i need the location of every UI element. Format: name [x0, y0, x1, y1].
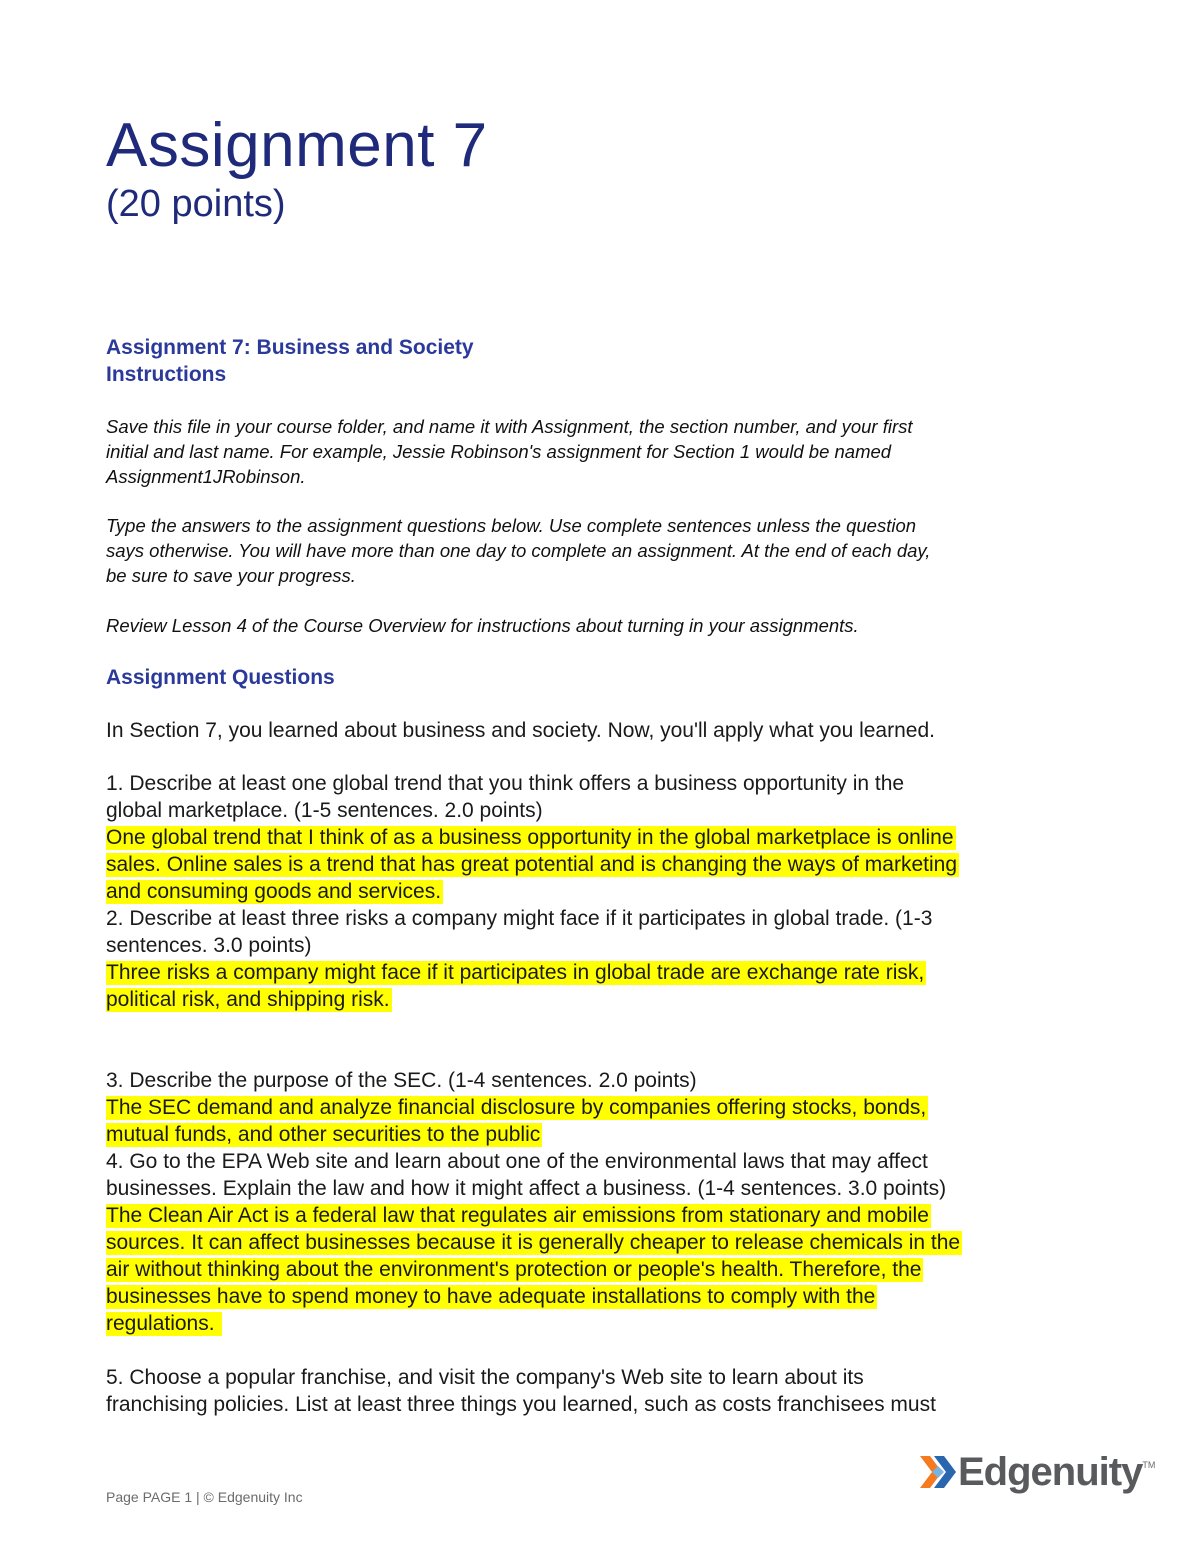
instructions-heading: Instructions: [106, 363, 227, 386]
assignment-heading: Assignment 7: Business and Society: [106, 336, 474, 359]
answer-3: The SEC demand and analyze financial disclosure by companies offering stocks, bonds, mutual funds, and other securities to the public: [106, 1096, 927, 1146]
questions-heading: Assignment Questions: [106, 666, 335, 689]
question-3: 3. Describe the purpose of the SEC. (1-4 sentences. 2.0 points): [106, 1069, 697, 1092]
answer-4: The Clean Air Act is a federal law that regulates air emissions from stationary and mobile sources. It can affect businesses because it is generally cheaper to release chemicals in the air without thinking about the environment's protection or people's health. Therefore, the businesses have to spend money to have adequate installations to comply with the regulations.: [106, 1204, 961, 1335]
answer-2: Three risks a company might face if it participates in global trade are exchange rate risk, political risk, and shipping risk.: [106, 961, 925, 1011]
edgenuity-logo: [918, 1450, 1155, 1494]
question-5: 5. Choose a popular franchise, and visit the company's Web site to learn about its franchising policies. List at least three things you learned, such as costs franchisees must: [106, 1366, 936, 1416]
question-1: 1. Describe at least one global trend that you think offers a business opportunity in the global marketplace. (1-5 sentences. 2.0 points): [106, 772, 905, 822]
logo-trademark: TM: [1142, 1460, 1156, 1470]
instructions-paragraph-2: Type the answers to the assignment questions below. Use complete sentences unless the question says otherwise. You will have more than one day to complete an assignment. At the end of each day, be sure to save your progress.: [106, 515, 931, 586]
instructions-section: [106, 334, 1096, 1418]
answer-1: One global trend that I think of as a business opportunity in the global marketplace is online sales. Online sales is a trend that has great potential and is changing the ways of marketing and consuming goods and services.: [106, 826, 957, 903]
page-title: Assignment 7: [106, 111, 488, 180]
edgenuity-x-icon: [918, 1452, 958, 1492]
instructions-paragraph-3: Review Lesson 4 of the Course Overview for instructions about turning in your assignments.: [106, 615, 859, 636]
questions-intro: In Section 7, you learned about business and society. Now, you'll apply what you learned.: [106, 719, 935, 742]
question-4: 4. Go to the EPA Web site and learn about one of the environmental laws that may affect businesses. Explain the law and how it might affect a business. (1-4 sentences. 3.0 points): [106, 1150, 947, 1200]
instructions-paragraph-1: Save this file in your course folder, and name it with Assignment, the section number, and your first initial and last name. For example, Jessie Robinson's assignment for Section 1 would be named Assignment1JRobinson.: [106, 416, 913, 487]
page-subtitle: (20 points): [106, 183, 286, 225]
document-page: [106, 110, 1096, 1416]
page-footer: Page PAGE 1 | © Edgenuity Inc: [106, 1489, 303, 1505]
logo-wordmark: Edgenuity: [958, 1450, 1143, 1494]
question-2: 2. Describe at least three risks a company might face if it participates in global trade. (1-3 sentences. 3.0 points): [106, 907, 933, 957]
